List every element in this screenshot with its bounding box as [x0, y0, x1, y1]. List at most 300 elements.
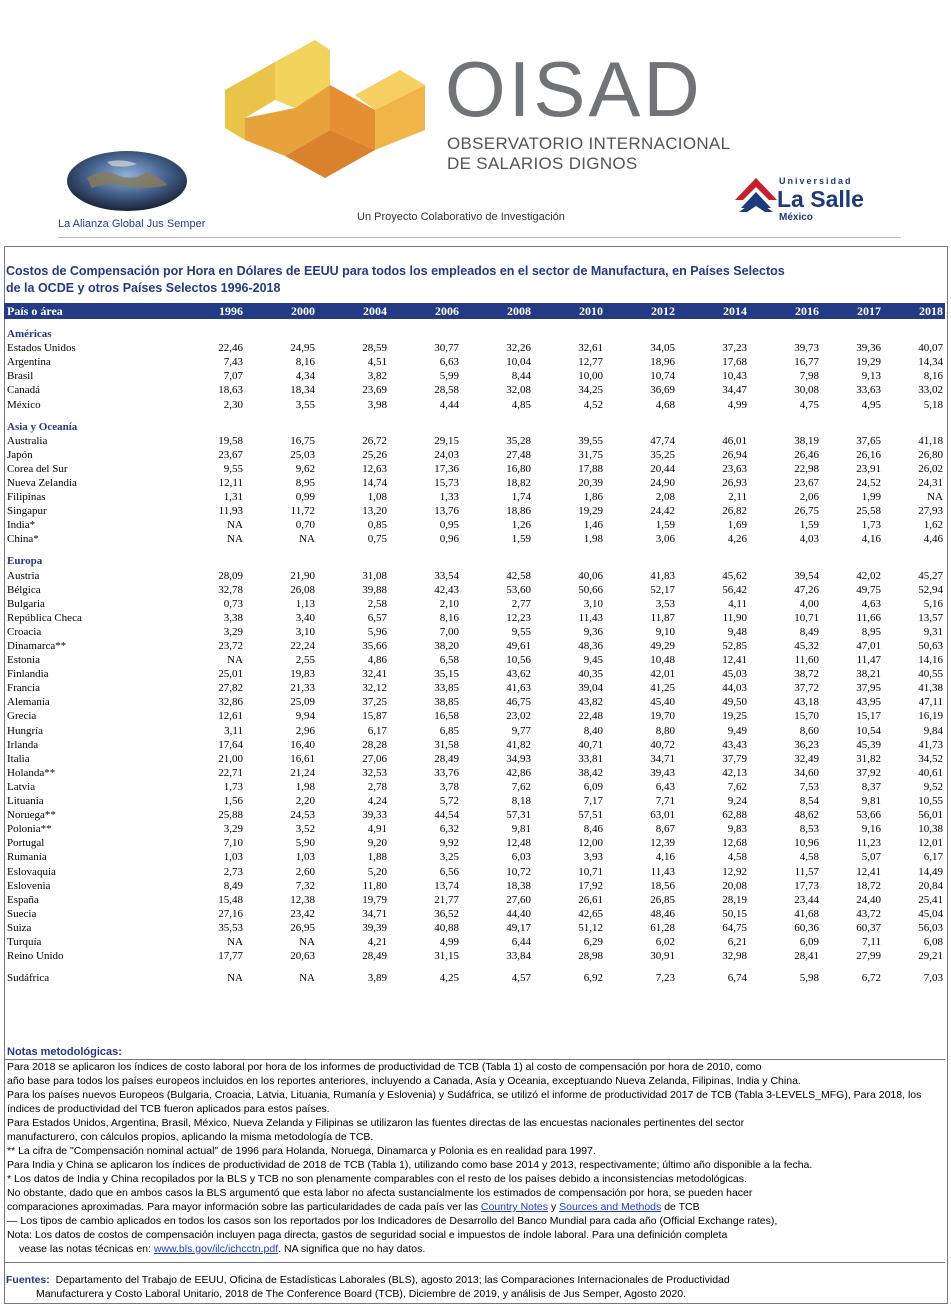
value-cell: 9,13: [861, 370, 881, 383]
value-cell: 15,17: [856, 710, 881, 723]
value-cell: 7,32: [295, 879, 315, 892]
value-cell: 33,85: [434, 682, 459, 695]
value-cell: 10,55: [918, 795, 943, 808]
value-cell: 47,01: [856, 640, 881, 653]
value-cell: 37,25: [362, 696, 387, 709]
note-line: [5, 1242, 945, 1256]
value-cell: 3,52: [295, 823, 315, 836]
value-cell: 8,95: [861, 625, 881, 638]
value-cell: 4,03: [799, 533, 819, 546]
value-cell: 4,99: [439, 935, 459, 948]
value-cell: 6,44: [511, 935, 531, 948]
spacer-cell: [4, 963, 945, 971]
value-cell: 2,73: [223, 865, 243, 878]
value-cell: 11,43: [650, 865, 675, 878]
value-cell: 14,49: [918, 865, 943, 878]
value-cell: 12,23: [506, 611, 531, 624]
value-cell: 35,15: [434, 668, 459, 681]
value-cell: 2,77: [511, 597, 531, 610]
value-cell: 18,56: [650, 879, 675, 892]
value-cell: 42,13: [722, 766, 747, 779]
value-cell: 27,16: [218, 907, 243, 920]
value-cell: 22,46: [218, 342, 243, 355]
table-row: [4, 864, 945, 878]
value-cell: 2,06: [799, 491, 819, 504]
value-cell: 12,61: [218, 710, 243, 723]
value-cell: 27,48: [506, 448, 531, 461]
spacer-row: [4, 546, 945, 554]
value-cell: 41,73: [918, 738, 943, 751]
header-divider: [58, 237, 901, 238]
value-cell: 3,29: [223, 823, 243, 836]
value-cell: 8,67: [655, 823, 675, 836]
column-header-year: 2008: [461, 303, 533, 319]
value-cell: 42,43: [434, 583, 459, 596]
value-cell: 4,63: [861, 597, 881, 610]
value-cell: 1,73: [861, 519, 881, 532]
value-cell: 1,88: [367, 851, 387, 864]
value-cell: 3,10: [583, 597, 603, 610]
value-cell: 6,02: [655, 935, 675, 948]
lasalle-mexico: México: [779, 212, 813, 223]
table-header-row: [4, 303, 945, 319]
value-cell: 47,74: [650, 434, 675, 447]
value-cell: 16,19: [918, 710, 943, 723]
value-cell: 18,72: [856, 879, 881, 892]
column-header-year: 2014: [677, 303, 749, 319]
value-cell: 9,48: [727, 625, 747, 638]
value-cell: 4,25: [439, 972, 459, 985]
value-cell: 49,29: [650, 640, 675, 653]
value-cell: 12,38: [290, 893, 315, 906]
value-cell: 11,57: [794, 865, 819, 878]
value-cell: 21,77: [434, 893, 459, 906]
value-cell: 7,71: [655, 795, 675, 808]
oisad-subtitle-line1: OBSERVATORIO INTERNACIONAL: [447, 134, 731, 153]
value-cell: 8,54: [799, 795, 819, 808]
note-text: vease las notas técnicas en:: [19, 1243, 151, 1255]
value-cell: 24,53: [290, 809, 315, 822]
value-cell: 9,49: [727, 724, 747, 737]
value-cell: 7,62: [511, 780, 531, 793]
table-row: [4, 681, 945, 695]
value-cell: 7,43: [223, 356, 243, 369]
value-cell: 47,26: [794, 583, 819, 596]
table-row: [4, 808, 945, 822]
value-cell: 16,77: [794, 356, 819, 369]
value-cell: 39,04: [578, 682, 603, 695]
note-text: . NA significa que no hay datos.: [278, 1243, 426, 1255]
value-cell: 4,58: [799, 851, 819, 864]
value-cell: 3,11: [224, 724, 243, 737]
table-row: [4, 893, 945, 907]
value-cell: 21,24: [290, 766, 315, 779]
value-cell: 12,63: [362, 462, 387, 475]
value-cell: 37,79: [722, 752, 747, 765]
value-cell: 7,98: [799, 370, 819, 383]
value-cell: NA: [299, 972, 315, 985]
note-line: ** La cifra de "Compensación nominal actual" de 1996 para Holanda, Noruega, Dinamarca y Polonia es en realidad para 1997.: [7, 1145, 596, 1157]
value-cell: 15,70: [794, 710, 819, 723]
value-cell: 40,06: [578, 569, 603, 582]
country-cell: México: [7, 398, 41, 411]
value-cell: 4,34: [295, 370, 315, 383]
value-cell: 11,80: [362, 879, 387, 892]
value-cell: 36,23: [794, 738, 819, 751]
value-cell: 5,07: [861, 851, 881, 864]
value-cell: 56,42: [722, 583, 747, 596]
value-cell: 46,75: [506, 696, 531, 709]
value-cell: 12,41: [722, 654, 747, 667]
value-cell: 45,62: [722, 569, 747, 582]
value-cell: 11,93: [218, 505, 243, 518]
value-cell: 6,74: [727, 972, 747, 985]
value-cell: 3,93: [583, 851, 603, 864]
value-cell: 1,59: [799, 519, 819, 532]
value-cell: 26,85: [650, 893, 675, 906]
country-cell: Polonia**: [7, 823, 52, 836]
value-cell: 1,62: [923, 519, 943, 532]
bls-technical-notes-link[interactable]: www.bls.gov/ilc/ichcctn.pdf: [153, 1243, 279, 1255]
value-cell: 40,72: [650, 738, 675, 751]
value-cell: 6,17: [923, 851, 943, 864]
value-cell: 33,54: [434, 569, 459, 582]
value-cell: 5,90: [295, 837, 315, 850]
value-cell: 38,20: [434, 640, 459, 653]
sources-methods-link[interactable]: Sources and Methods: [559, 1201, 662, 1213]
value-cell: 26,08: [290, 583, 315, 596]
value-cell: 37,95: [856, 682, 881, 695]
value-cell: 3,89: [367, 972, 387, 985]
value-cell: 27,06: [362, 752, 387, 765]
value-cell: 0,75: [367, 533, 387, 546]
value-cell: 8,16: [295, 356, 315, 369]
value-cell: 23,91: [856, 462, 881, 475]
value-cell: 17,73: [794, 879, 819, 892]
value-cell: 1,59: [655, 519, 675, 532]
value-cell: 11,72: [290, 505, 315, 518]
value-cell: 3,53: [655, 597, 675, 610]
value-cell: 15,48: [218, 893, 243, 906]
value-cell: 17,36: [434, 462, 459, 475]
country-cell: Irlanda: [7, 738, 39, 751]
value-cell: 1,03: [223, 851, 243, 864]
value-cell: 4,75: [799, 398, 819, 411]
value-cell: 32,26: [506, 342, 531, 355]
country-cell: Rumanía: [7, 851, 47, 864]
value-cell: 10,72: [506, 865, 531, 878]
value-cell: 8,18: [511, 795, 531, 808]
value-cell: 5,98: [799, 972, 819, 985]
note-line: [5, 1200, 945, 1214]
region-row: [4, 554, 945, 568]
table-row: [4, 583, 945, 597]
table-row: [4, 341, 945, 355]
value-cell: 22,71: [218, 766, 243, 779]
value-cell: 62,88: [722, 809, 747, 822]
value-cell: 23,67: [794, 476, 819, 489]
value-cell: 4,00: [799, 597, 819, 610]
value-cell: 5,99: [439, 370, 459, 383]
value-cell: 44,54: [434, 809, 459, 822]
country-cell: Bulgaria: [7, 597, 45, 610]
value-cell: 26,16: [856, 448, 881, 461]
country-cell: Estados Unidos: [7, 342, 76, 355]
value-cell: 56,01: [918, 809, 943, 822]
value-cell: 1,08: [367, 491, 387, 504]
value-cell: 31,75: [578, 448, 603, 461]
value-cell: 60,37: [856, 921, 881, 934]
value-cell: 19,58: [218, 434, 243, 447]
country-cell: Eslovenia: [7, 879, 51, 892]
value-cell: 31,15: [434, 950, 459, 963]
value-cell: 23,44: [794, 893, 819, 906]
value-cell: 28,59: [362, 342, 387, 355]
value-cell: 10,74: [650, 370, 675, 383]
country-cell: España: [7, 893, 39, 906]
value-cell: 3,82: [367, 370, 387, 383]
table-row: [4, 490, 945, 504]
lasalle-university: Universidad: [779, 176, 853, 186]
column-header-year: 2017: [821, 303, 883, 319]
table-row: [4, 397, 945, 411]
value-cell: 20,63: [290, 950, 315, 963]
value-cell: 2,96: [295, 724, 315, 737]
value-cell: 23,02: [506, 710, 531, 723]
country-cell: Hungría: [7, 724, 44, 737]
value-cell: 13,20: [362, 505, 387, 518]
table-row: [4, 921, 945, 935]
value-cell: 40,55: [918, 668, 943, 681]
value-cell: 37,23: [722, 342, 747, 355]
value-cell: 3,55: [295, 398, 315, 411]
value-cell: 1,98: [583, 533, 603, 546]
value-cell: 2,08: [655, 491, 675, 504]
table-row: [4, 611, 945, 625]
value-cell: 4,24: [367, 795, 387, 808]
value-cell: 41,63: [506, 682, 531, 695]
value-cell: 45,27: [918, 569, 943, 582]
note-line: manufacturero, con cálculos propios, aplicando la misma metodología de TCB.: [7, 1131, 374, 1143]
country-cell: China*: [7, 533, 39, 546]
value-cell: 13,76: [434, 505, 459, 518]
value-cell: 10,43: [722, 370, 747, 383]
table-row: [4, 448, 945, 462]
spacer-cell: [4, 412, 945, 420]
value-cell: 44,03: [722, 682, 747, 695]
value-cell: 30,77: [434, 342, 459, 355]
value-cell: 48,46: [650, 907, 675, 920]
value-cell: 19,79: [362, 893, 387, 906]
value-cell: 12,01: [918, 837, 943, 850]
table-row: [4, 879, 945, 893]
value-cell: 4,95: [861, 398, 881, 411]
value-cell: 18,82: [506, 476, 531, 489]
methodology-notes: [5, 1045, 945, 1256]
value-cell: 0,70: [295, 519, 315, 532]
value-cell: 3,78: [439, 780, 459, 793]
table-row: [4, 639, 945, 653]
value-cell: 3,06: [655, 533, 675, 546]
value-cell: 8,37: [861, 780, 881, 793]
table-row: [4, 971, 945, 985]
spacer-cell: [4, 546, 945, 554]
value-cell: 3,10: [295, 625, 315, 638]
value-cell: 30,08: [794, 384, 819, 397]
value-cell: 34,71: [650, 752, 675, 765]
value-cell: 21,33: [290, 682, 315, 695]
value-cell: 53,66: [856, 809, 881, 822]
value-cell: 32,78: [218, 583, 243, 596]
value-cell: 32,08: [506, 384, 531, 397]
value-cell: 63,01: [650, 809, 675, 822]
value-cell: 37,92: [856, 766, 881, 779]
value-cell: 49,50: [722, 696, 747, 709]
value-cell: 42,02: [856, 569, 881, 582]
country-cell: Estonia: [7, 654, 40, 667]
value-cell: 48,36: [578, 640, 603, 653]
value-cell: 12,48: [506, 837, 531, 850]
table-row: [4, 625, 945, 639]
value-cell: 32,53: [362, 766, 387, 779]
region-row: [4, 327, 945, 341]
sources-label: Fuentes:: [6, 1274, 50, 1286]
value-cell: 1,59: [511, 533, 531, 546]
value-cell: 49,61: [506, 640, 531, 653]
value-cell: 2,30: [223, 398, 243, 411]
value-cell: 45,04: [918, 907, 943, 920]
value-cell: 24,90: [650, 476, 675, 489]
column-header-year: 2006: [389, 303, 461, 319]
value-cell: 18,38: [506, 879, 531, 892]
value-cell: 22,48: [578, 710, 603, 723]
value-cell: 18,63: [218, 384, 243, 397]
value-cell: 4,16: [861, 533, 881, 546]
value-cell: 37,72: [794, 682, 819, 695]
value-cell: 18,86: [506, 505, 531, 518]
value-cell: 16,61: [290, 752, 315, 765]
value-cell: 7,10: [223, 837, 243, 850]
value-cell: 35,28: [506, 434, 531, 447]
value-cell: NA: [227, 533, 243, 546]
value-cell: 24,42: [650, 505, 675, 518]
value-cell: 33,84: [506, 950, 531, 963]
oisad-wordmark: OISAD: [445, 45, 703, 133]
value-cell: 4,57: [511, 972, 531, 985]
value-cell: 6,57: [367, 611, 387, 624]
note-text: de TCB: [664, 1201, 700, 1213]
value-cell: 5,96: [367, 625, 387, 638]
value-cell: 2,58: [367, 597, 387, 610]
value-cell: 1,73: [223, 780, 243, 793]
value-cell: 28,98: [578, 950, 603, 963]
value-cell: 26,72: [362, 434, 387, 447]
value-cell: 21,00: [218, 752, 243, 765]
country-cell: Japón: [7, 448, 33, 461]
value-cell: 9,24: [727, 795, 747, 808]
value-cell: 8,16: [439, 611, 459, 624]
value-cell: 9,10: [655, 625, 675, 638]
value-cell: 32,49: [794, 752, 819, 765]
country-cell: Sudáfrica: [7, 972, 50, 985]
value-cell: 17,92: [578, 879, 603, 892]
value-cell: 11,23: [856, 837, 881, 850]
value-cell: 19,29: [578, 505, 603, 518]
value-cell: 41,38: [918, 682, 943, 695]
value-cell: 33,76: [434, 766, 459, 779]
table-row: [4, 355, 945, 369]
value-cell: 39,43: [650, 766, 675, 779]
value-cell: 34,60: [794, 766, 819, 779]
value-cell: 1,03: [295, 851, 315, 864]
value-cell: 29,21: [918, 950, 943, 963]
value-cell: 1,56: [223, 795, 243, 808]
value-cell: 4,68: [655, 398, 675, 411]
value-cell: 11,60: [794, 654, 819, 667]
table-row: [4, 569, 945, 583]
value-cell: 33,81: [578, 752, 603, 765]
value-cell: 28,49: [362, 950, 387, 963]
country-cell: Latvia: [7, 780, 36, 793]
value-cell: 33,63: [856, 384, 881, 397]
value-cell: 25,01: [218, 668, 243, 681]
value-cell: 28,41: [794, 950, 819, 963]
value-cell: 56,03: [918, 921, 943, 934]
value-cell: 25,03: [290, 448, 315, 461]
value-cell: 61,28: [650, 921, 675, 934]
value-cell: 4,46: [923, 533, 943, 546]
value-cell: 43,43: [722, 738, 747, 751]
value-cell: 4,51: [367, 356, 387, 369]
country-notes-link[interactable]: Country Notes: [480, 1201, 549, 1213]
value-cell: 8,95: [295, 476, 315, 489]
note-line: Para 2018 se aplicaron los índices de costo laboral por hora de los informes de productividad de TCB (Tabla 1) al costo de compensación por hora de 2010, como: [7, 1061, 762, 1073]
table-row: [4, 949, 945, 963]
notes-heading: Notas metodológicas:: [5, 1045, 945, 1060]
value-cell: 12,11: [218, 476, 243, 489]
value-cell: 35,53: [218, 921, 243, 934]
value-cell: 8,49: [223, 879, 243, 892]
value-cell: 26,93: [722, 476, 747, 489]
table-row: [4, 597, 945, 611]
value-cell: 49,75: [856, 583, 881, 596]
value-cell: 8,46: [583, 823, 603, 836]
note-text: comparaciones aproximadas. Para mayor información sobre las particularidades de cada país ver las: [7, 1201, 478, 1213]
value-cell: 7,07: [223, 370, 243, 383]
table-row: [4, 738, 945, 752]
country-cell: Dinamarca**: [7, 640, 67, 653]
value-cell: 40,61: [918, 766, 943, 779]
value-cell: 17,88: [578, 462, 603, 475]
value-cell: 32,41: [362, 668, 387, 681]
value-cell: 3,40: [295, 611, 315, 624]
column-header-year: 2012: [605, 303, 677, 319]
value-cell: 19,29: [856, 356, 881, 369]
globe-icon: [67, 150, 187, 212]
value-cell: 10,56: [506, 654, 531, 667]
value-cell: 52,85: [722, 640, 747, 653]
country-cell: Italia: [7, 752, 30, 765]
value-cell: 8,80: [655, 724, 675, 737]
country-cell: República Checa: [7, 611, 82, 624]
value-cell: 19,25: [722, 710, 747, 723]
value-cell: 2,10: [439, 597, 459, 610]
value-cell: 0,85: [367, 519, 387, 532]
country-cell: Brasil: [7, 370, 34, 383]
value-cell: 10,71: [578, 865, 603, 878]
value-cell: 25,58: [856, 505, 881, 518]
value-cell: 9,81: [861, 795, 881, 808]
